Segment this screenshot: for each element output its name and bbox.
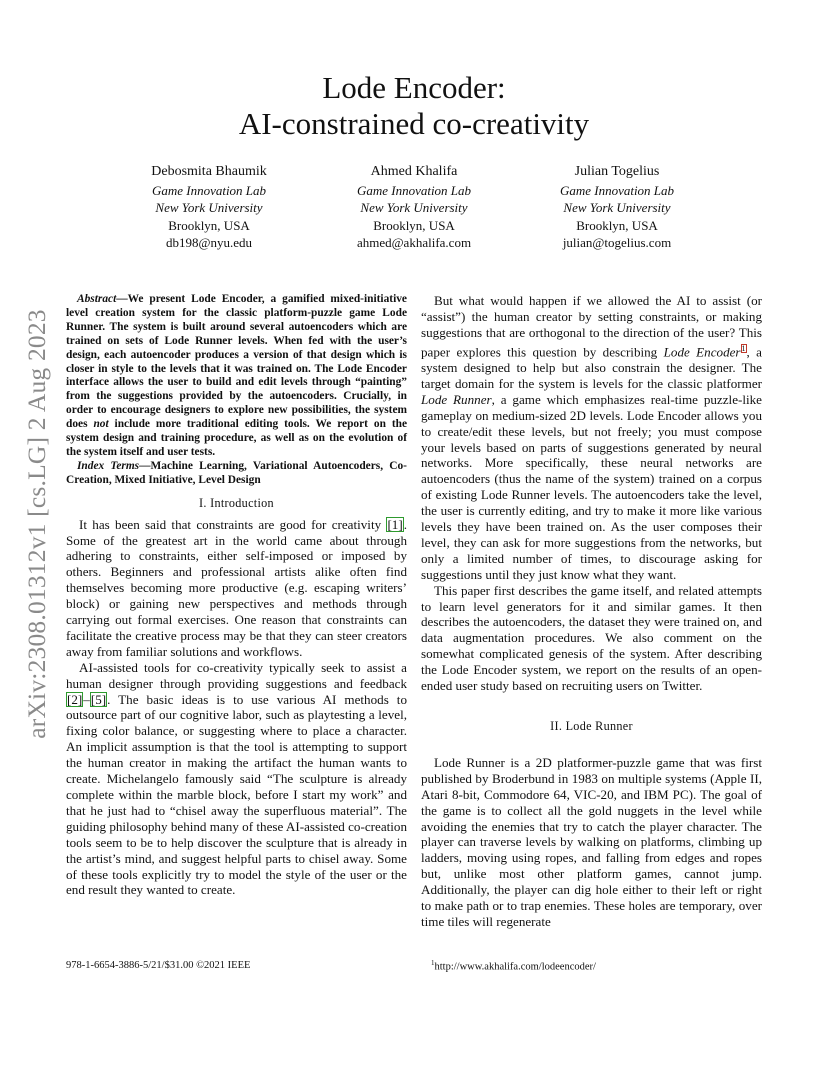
author-email: ahmed@akhalifa.com bbox=[356, 234, 472, 250]
author-name: Ahmed Khalifa bbox=[370, 164, 458, 179]
author-block-3 bbox=[507, 163, 727, 251]
right-p1-text-end: , a game which emphasizes real-time puzzle-like gameplay on medium-sized 2D levels. Lode Encoder allows you to create/edit these levels, but not freely; you must compose your levels based on parts of suggestions generated by neural networks. More specifically, these neural networks are autoencoders (thus the name of the system) trained on a corpus of existing Lode Runner levels. The autoencoders take the level, the user is currently editing, and try to make it more like various levels they have been trained on. As the user composes their level, they can ask for more suggestions from the networks, but only a limited number of times, to discourage asking for suggestions until they just know what they want. bbox=[421, 391, 762, 582]
author-name: Julian Togelius bbox=[574, 164, 660, 179]
game-name-italic: Lode Runner bbox=[421, 391, 492, 407]
index-terms-text: —Machine Learning, Variational Autoencoders, Co-Creation, Mixed Initiative, Level Design bbox=[66, 459, 407, 486]
author-email: julian@togelius.com bbox=[562, 234, 672, 250]
footnote-url[interactable]: http://www.akhalifa.com/lodeencoder/ bbox=[434, 961, 596, 973]
author-block-1 bbox=[99, 163, 319, 251]
author-location: Brooklyn, USA bbox=[373, 217, 455, 233]
left-column bbox=[66, 293, 407, 898]
citation-link-2[interactable]: [2] bbox=[67, 691, 83, 707]
right-p1-text: But what would happen if we allowed the AI to assist (or “assist”) the human creator by setting constraints, or making suggestions that are orthogonal to the direction of the user? This paper explores this question by describing bbox=[421, 293, 762, 360]
author-institution: New York University bbox=[360, 200, 468, 216]
abstract-emphasis: not bbox=[93, 418, 109, 431]
paper-title bbox=[0, 70, 828, 142]
section-heading-introduction: I. Introduction bbox=[199, 495, 274, 510]
right-paragraph-1 bbox=[421, 293, 762, 583]
right-p1-text-mid: , a system designed to help but also constrain the designer. The target domain for the system is levels for the classic platformer bbox=[421, 344, 762, 391]
abstract-text: —We present Lode Encoder, a gamified mixed-initiative level creation system for the classic platform-puzzle game Lode Runner. The system is built around several autoencoders which are trained on sets of Lode Runner levels. When fed with the user’s design, each autoencoder produces a version of that design which is closer in style to the levels that it was trained on. The Lode Encoder interface allows the user to build and edit levels through “painting” from the suggestions provided by the autoencoders. Crucially, in order to encourage designers to explore new possibilities, the system does bbox=[66, 293, 407, 431]
footnote bbox=[431, 959, 596, 973]
intro-paragraph-1 bbox=[66, 517, 407, 660]
arxiv-identifier bbox=[20, 288, 54, 760]
author-location: Brooklyn, USA bbox=[168, 217, 250, 233]
footnote-mark: 1 bbox=[431, 959, 435, 967]
paper-title-line-2: AI-constrained co-creativity bbox=[238, 106, 590, 141]
copyright-footer: 978-1-6654-3886-5/21/$31.00 ©2021 IEEE bbox=[66, 960, 251, 971]
author-email: db198@nyu.edu bbox=[166, 234, 252, 250]
right-paragraph-3: Lode Runner is a 2D platformer-puzzle game that was first published by Broderbund in 1983 on multiple systems (Apple II, Atari 8-bit, Commodore 64, VIC-20, and IBM PC). The goal of the game is to collect all the gold nuggets in the level while avoiding the enemies that try to catch the player character. The player can traverse levels by walking on platforms, climbing up ladders, moving using ropes, and falling from edges and ropes but, unlike most other platform games, cannot jump. Additionally, the player can dig hole either to their left or right to make path or to trap enemies. These holes are temporary, over time tiles will regenerate bbox=[421, 754, 762, 929]
author-affiliation: Game Innovation Lab bbox=[559, 183, 675, 199]
paper-title-line-1: Lode Encoder: bbox=[322, 70, 506, 105]
system-name-italic: Lode Encoder bbox=[663, 344, 741, 360]
abstract-label: Abstract bbox=[77, 293, 117, 305]
author-institution: New York University bbox=[155, 200, 263, 216]
arxiv-identifier-text: arXiv:2308.01312v1 [cs.LG] 2 Aug 2023 bbox=[22, 309, 51, 739]
author-institution: New York University bbox=[563, 200, 671, 216]
intro-p2-text-end: . The basic ideas is to use various AI methods to outsource part of our cognitive labor, such as playtesting a level, fixing color balance, or suggesting where to place a character. An implicit assumption is that the tool is attempting to support the human creator in making the artifact the human wants to create. Michelangelo famously said “The sculpture is already complete within the marble block, before I start my work” and that he just had to “chisel away the superfluous material”. The guiding philosophy behind many of these AI-assisted co-creation tools seem to be to help discover the sculpture that is already in the artist’s mind, and suggest helpful parts to chisel away. Some of these tools explicitly try to model the style of the user or the end result they wanted to create. bbox=[66, 691, 407, 898]
intro-p1-text-end: . Some of the greatest art in the world came about through adhering to constraints, either self-imposed or imposed by others. Beginners and professional artists alike often find themselves becoming more productive (e.g. escaping writers’ block) or gaining new perspectives and methods through carrying out formal exercises. One reason that constraints can facilitate the creative process may be that they can steer creators away from familiar solutions and workflows. bbox=[66, 516, 407, 659]
right-column bbox=[421, 293, 762, 930]
intro-p2-text: AI-assisted tools for co-creativity typically seek to assist a human designer through providing suggestions and feedback bbox=[66, 659, 407, 691]
footnote-link[interactable]: 1 bbox=[741, 343, 746, 353]
citation-range-dash: – bbox=[83, 691, 90, 707]
index-terms-label: Index Terms bbox=[77, 459, 140, 472]
author-affiliation: Game Innovation Lab bbox=[356, 183, 472, 199]
intro-p1-text: It has been said that constraints are good for creativity bbox=[79, 516, 387, 532]
section-heading-lode-runner: II. Lode Runner bbox=[550, 719, 633, 734]
author-name: Debosmita Bhaumik bbox=[151, 164, 267, 179]
intro-paragraph-2 bbox=[66, 660, 407, 899]
author-location: Brooklyn, USA bbox=[576, 217, 658, 233]
citation-link-1[interactable]: [1] bbox=[387, 516, 403, 532]
abstract-text-end: include more traditional editing tools. We report on the system design and training procedure, as well as on the evolution of the system itself and user tests. bbox=[66, 418, 407, 458]
index-terms bbox=[66, 460, 407, 488]
abstract bbox=[66, 293, 407, 460]
right-paragraph-2: This paper first describes the game itself, and related attempts to learn level generators for it and similar games. It then describes the autoencoders, the dataset they were trained on, and data augmentation procedures. We also comment on the somewhat complicated genesis of the system. After describing the Lode Encoder system, we report on the results of an open-ended user study based on recruiting users on Twitter. bbox=[421, 582, 762, 694]
citation-link-5[interactable]: [5] bbox=[90, 691, 107, 707]
author-block-2 bbox=[304, 163, 524, 251]
author-affiliation: Game Innovation Lab bbox=[151, 183, 267, 199]
